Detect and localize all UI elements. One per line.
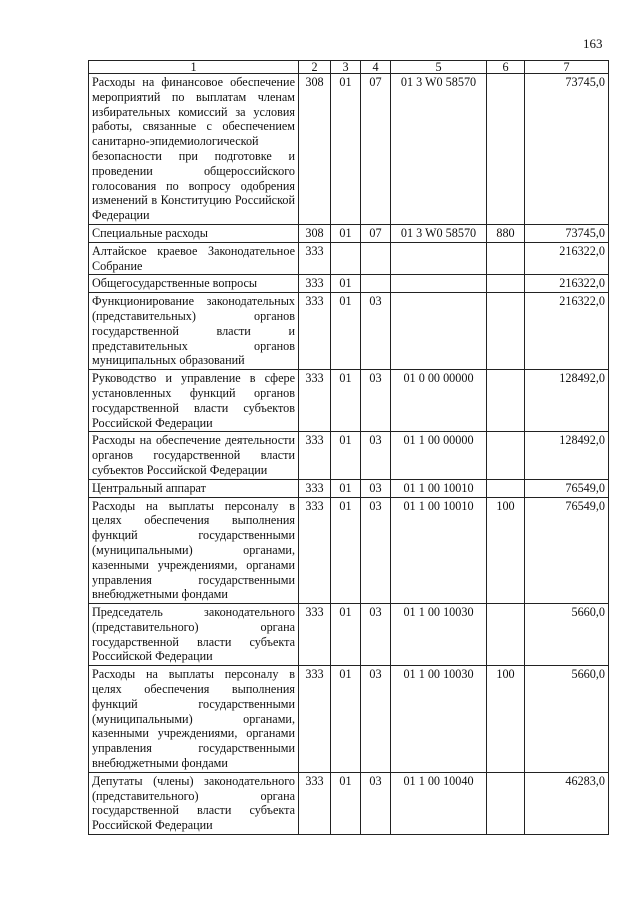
expense-type-code: 100 [487,666,525,773]
subsection-code: 07 [361,74,391,225]
column-header: 7 [525,61,609,74]
target-code: 01 0 00 00000 [391,370,487,432]
section-code: 01 [331,666,361,773]
amount: 76549,0 [525,479,609,497]
row-name: Депутаты (члены) законодательного (представительного) органа государственной власти субъекта Российской Федерации [89,772,299,834]
target-code: 01 3 W0 58570 [391,74,487,225]
budget-table [88,60,609,835]
section-code [331,242,361,275]
amount: 216322,0 [525,293,609,370]
page-number: 163 [583,36,603,51]
subsection-code [361,275,391,293]
row-name: Председатель законодательного (представительного) органа государственной власти субъекта Российской Федерации [89,604,299,666]
amount: 5660,0 [525,604,609,666]
row-name: Руководство и управление в сфере установленных функций органов государственной власти субъектов Российской Федерации [89,370,299,432]
expense-type-code: 100 [487,497,525,604]
row-name: Центральный аппарат [89,479,299,497]
target-code: 01 1 00 10010 [391,497,487,604]
section-code: 01 [331,772,361,834]
column-header: 5 [391,61,487,74]
expense-type-code [487,74,525,225]
amount: 128492,0 [525,370,609,432]
column-header: 3 [331,61,361,74]
table-row [89,370,609,432]
section-code: 01 [331,497,361,604]
amount: 5660,0 [525,666,609,773]
table-row [89,242,609,275]
target-code [391,275,487,293]
expense-type-code [487,432,525,479]
subsection-code: 03 [361,479,391,497]
expense-type-code [487,275,525,293]
subsection-code: 03 [361,772,391,834]
table-row [89,293,609,370]
column-header: 6 [487,61,525,74]
target-code: 01 1 00 10010 [391,479,487,497]
table-row [89,224,609,242]
table-header-row [89,61,609,74]
expense-type-code [487,479,525,497]
table-row [89,432,609,479]
subsection-code: 03 [361,370,391,432]
expense-type-code [487,293,525,370]
table-row [89,497,609,604]
row-name: Расходы на финансовое обеспечение мероприятий по выплатам членам избирательных комиссий за условия работы, связанные с обеспечением санитарно-эпидемиологической безопасности при подготовке и проведении общероссийского голосования по вопросу одобрения изменений в Конституцию Российской Федерации [89,74,299,225]
subsection-code: 03 [361,293,391,370]
row-name: Расходы на выплаты персоналу в целях обеспечения выполнения функций государственными (муниципальными) органами, казенными учреждениями, органами управления государственными внебюджетными фондами [89,666,299,773]
subsection-code: 03 [361,666,391,773]
expense-type-code: 880 [487,224,525,242]
expense-type-code [487,604,525,666]
table-row [89,666,609,773]
column-header: 4 [361,61,391,74]
row-name: Общегосударственные вопросы [89,275,299,293]
ministry-code: 333 [299,604,331,666]
expense-type-code [487,370,525,432]
ministry-code: 333 [299,772,331,834]
subsection-code: 03 [361,497,391,604]
column-header: 2 [299,61,331,74]
section-code: 01 [331,74,361,225]
row-name: Алтайское краевое Законодательное Собрание [89,242,299,275]
section-code: 01 [331,370,361,432]
ministry-code: 333 [299,479,331,497]
table-row [89,74,609,225]
amount: 73745,0 [525,74,609,225]
amount: 128492,0 [525,432,609,479]
expense-type-code [487,772,525,834]
target-code: 01 3 W0 58570 [391,224,487,242]
amount: 76549,0 [525,497,609,604]
column-header: 1 [89,61,299,74]
amount: 73745,0 [525,224,609,242]
section-code: 01 [331,293,361,370]
amount: 216322,0 [525,242,609,275]
table-row [89,479,609,497]
subsection-code [361,242,391,275]
ministry-code: 308 [299,224,331,242]
ministry-code: 333 [299,497,331,604]
ministry-code: 333 [299,666,331,773]
table-row [89,275,609,293]
subsection-code: 03 [361,604,391,666]
target-code: 01 1 00 10030 [391,604,487,666]
row-name: Расходы на выплаты персоналу в целях обеспечения выполнения функций государственными (муниципальными) органами, казенными учреждениями, органами управления государственными внебюджетными фондами [89,497,299,604]
ministry-code: 333 [299,432,331,479]
section-code: 01 [331,604,361,666]
target-code: 01 1 00 10030 [391,666,487,773]
target-code [391,293,487,370]
table-row [89,604,609,666]
expense-type-code [487,242,525,275]
row-name: Функционирование законодательных (представительных) органов государственной власти и представительных органов муниципальных образований [89,293,299,370]
section-code: 01 [331,479,361,497]
amount: 46283,0 [525,772,609,834]
ministry-code: 333 [299,242,331,275]
section-code: 01 [331,275,361,293]
ministry-code: 333 [299,293,331,370]
ministry-code: 308 [299,74,331,225]
target-code: 01 1 00 10040 [391,772,487,834]
target-code: 01 1 00 00000 [391,432,487,479]
ministry-code: 333 [299,275,331,293]
table-row [89,772,609,834]
amount: 216322,0 [525,275,609,293]
row-name: Расходы на обеспечение деятельности органов государственной власти субъектов Российской Федерации [89,432,299,479]
section-code: 01 [331,432,361,479]
subsection-code: 03 [361,432,391,479]
target-code [391,242,487,275]
ministry-code: 333 [299,370,331,432]
subsection-code: 07 [361,224,391,242]
section-code: 01 [331,224,361,242]
row-name: Специальные расходы [89,224,299,242]
